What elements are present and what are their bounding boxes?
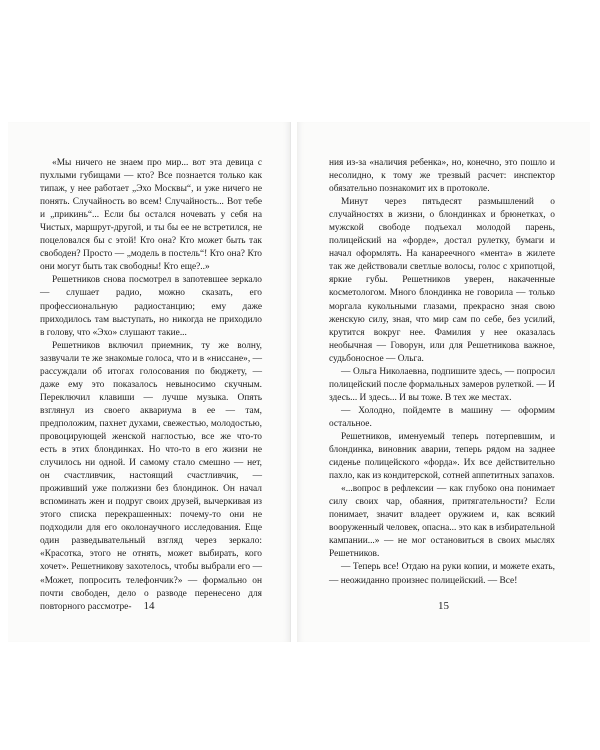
right-page-text bbox=[329, 157, 555, 588]
page-number: 15 bbox=[438, 600, 449, 612]
right-page bbox=[297, 122, 590, 642]
left-page bbox=[8, 122, 291, 642]
paragraph: «...вопрос в рефлексии — как глубоко она понимает силу своих чар, обаяния, притягательности? Если понимает, значит владеет оружием и, как всякий вооруженный человек, опасна... это как в избирательной кампании...» — не мог остановиться в своих мыслях Решетников. bbox=[329, 484, 555, 560]
paragraph: — Теперь все! Отдаю на руки копии, и можете ехать, — неожиданно произнес полицейский. — Все! bbox=[329, 562, 555, 586]
page-number: 14 bbox=[143, 600, 155, 612]
paragraph: — Ольга Николаевна, подпишите здесь, — попросил полицейский после формальных замеров рулеткой. — И здесь... И здесь... И вы тоже. В тех же местах. bbox=[329, 366, 555, 403]
paragraph: Решетников включил приемник, ту же волну, зазвучали те же знакомые голоса, что и в «ниссане», — рассуждали об итогах голосования по бюджету, — даже ему это показалось невыносимо скучным. Переключил клавиши — лучше музыка. Опять взглянул из своего аквариума в ее — там, предположим, пахнет духами, свежестью, молодостью, провоцирующей женской наглостью, все же что-то есть в этих блондинках. Но что-то в его жизни не случилось ни одной. И самому стало смешно — нет, он счастливчик, настоящий счастливчик, — проживший уже полжизни без блондинок. Он начал вспоминать жен и подруг своих друзей, вычеркивая из этого списка перекрашенных: почему-то они не подходили для его околонаучного исследования. Еще один разведывательный взгляд через зеркало: «Красотка, этого не отнять, может выбирать, кого хочет». Решетникову захотелось, чтобы выбрали его — «Может, попросить телефончик?» — формально он почти свободен, дело о разводе перенесено для повторного рассмотре- bbox=[40, 340, 262, 612]
paragraph: Минут через пятьдесят размышлений о случайностях в жизни, о блондинках и брюнетках, о мужской свободе подъехал молодой парень, полицейский на «форде», достал рулетку, бумаги и начал оформлять. На канареечного «мента» в жилете так же действовали светлые волосы, голос с хрипотцой, яркие губы. Решетников уверен, накаченные косметологом. Много блондинка не говорила — только моргала кукольными глазами, прекрасно зная свою женскую силу, зная, что мир сам по себе, без усилий, крутится вокруг нее. Фамилия у нее оказалась необычная — Говорун, или для Решетникова важное, судьбоносное — Ольга. bbox=[329, 197, 555, 364]
left-page-text bbox=[40, 157, 262, 614]
paragraph-continuation: ния из-за «наличия ребенка», но, конечно, это пошло и несолидно, к тому же трезвый расчет: инспектор обязательно познакомит их в протоколе. bbox=[329, 158, 555, 195]
paragraph: Решетников снова посмотрел в запотевшее зеркало — слушает радио, можно сказать, его профессиональную радиостанцию; ему даже приходилось там выступать, но никогда не приходило в голову, что «Эхо» слушают такие... bbox=[40, 275, 262, 338]
paragraph: — Холодно, пойдемте в машину — оформим остальное. bbox=[329, 405, 555, 429]
paragraph: Решетников, именуемый теперь потерпевшим, и блондинка, виновник аварии, теперь рядом на заднее сиденье полицейского «форда». Их все действительно пахло, как из кондитерской, сотней аппетитных запахов. bbox=[329, 431, 555, 482]
paragraph: «Мы ничего не знаем про мир... вот эта девица с пухлыми губищами — кто? Все познается только как типаж, у нее работает „Эхо Москвы“, и уже ничего не понять. Случайность во всем! Случайность... Вот тебе и „прикинь“... Если бы остался ночевать у себя на Чистых, маршрут-другой, и ты бы ее не встретился, не поцеловался бы с этой! Кто она? Кто может быть так свободен? Просто — „модель в постель“! Кто она? Кто они могут быть так свободны! Кто еще?..» bbox=[40, 158, 262, 273]
